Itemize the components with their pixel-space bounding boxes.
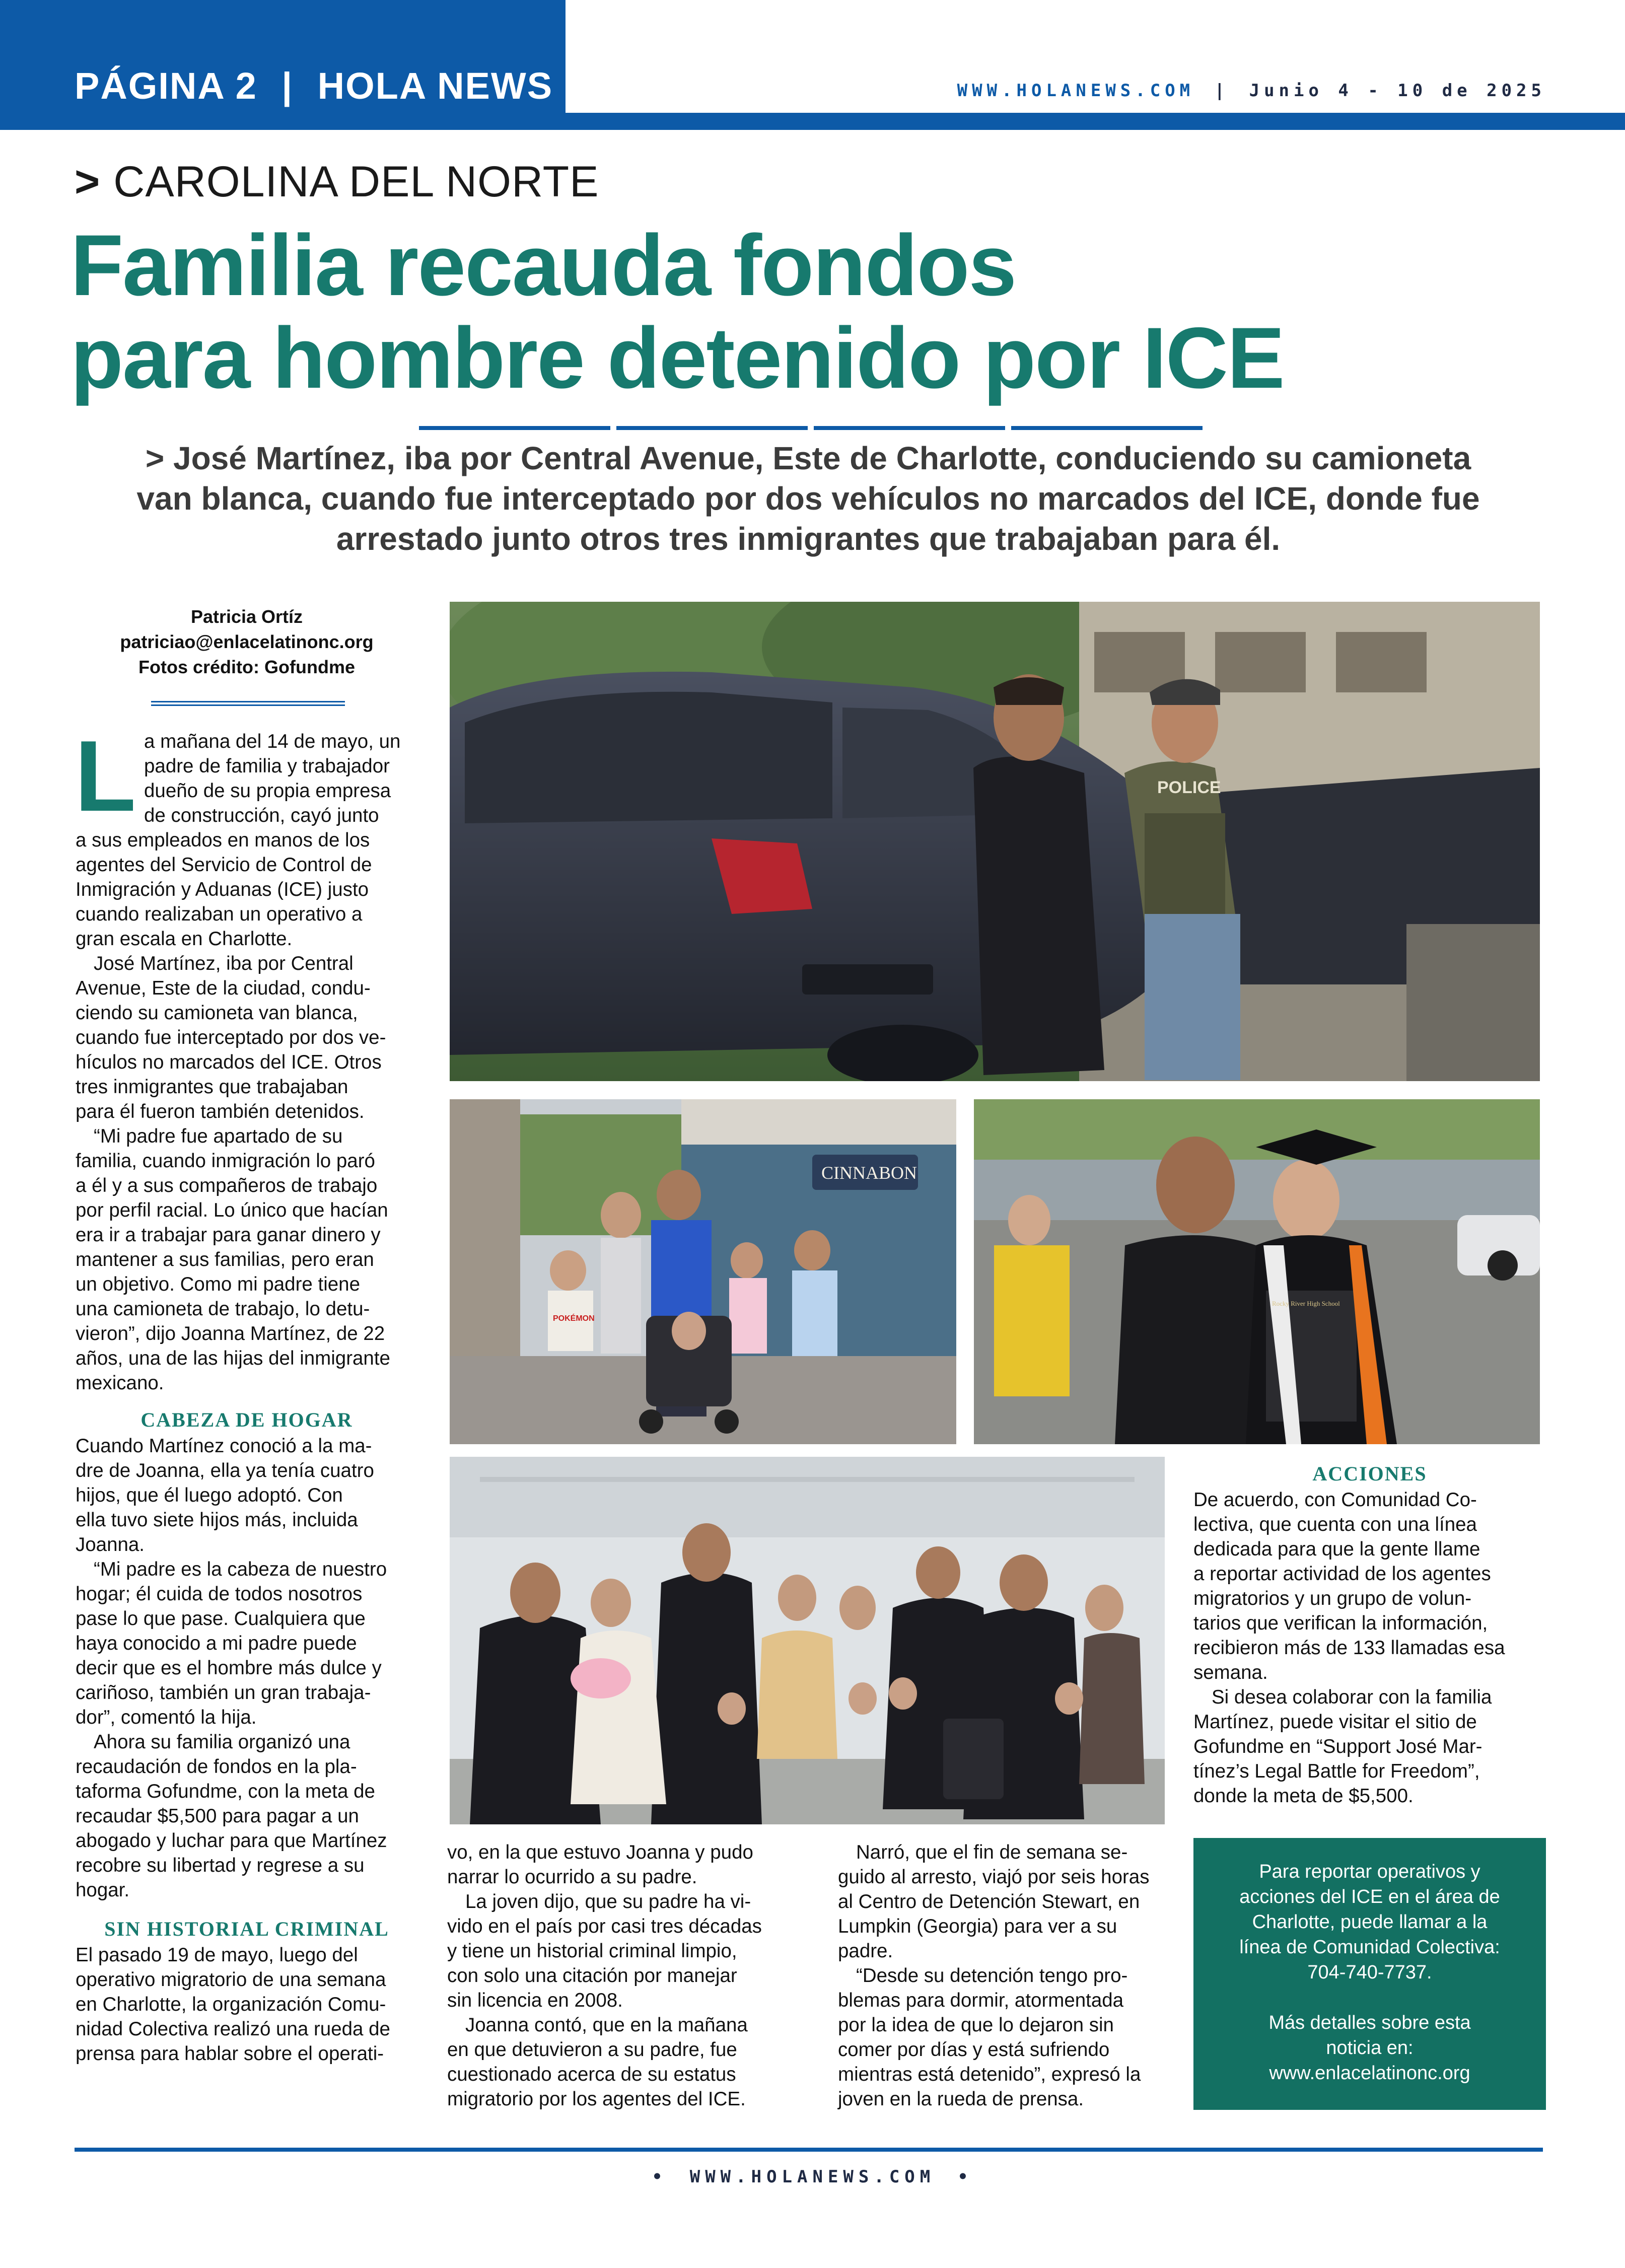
article-line: mientras está detenido”, expresó la [838, 2064, 1141, 2085]
large-family-photo [450, 1457, 1165, 1824]
article-line: vo, en la que estuvo Joanna y pudo [447, 1841, 753, 1863]
large-family-photo-image [450, 1457, 1165, 1824]
article-line: lectiva, que cuenta con una línea [1193, 1514, 1477, 1535]
article-line: abogado y luchar para que Martínez [76, 1830, 387, 1852]
article-line: era ir a trabajar para ganar dinero y [76, 1224, 381, 1246]
article-line: dor”, comentó la hija. [76, 1707, 257, 1728]
deck-line: arrestado junto otros tres inmigrantes que trabajaban para él. [336, 521, 1281, 557]
article-line: a él y a sus compañeros de trabajo [76, 1175, 378, 1196]
issue-date: Junio 4 - 10 de 2025 [1249, 81, 1546, 101]
article-line: en que detuvieron a su padre, fue [447, 2039, 737, 2061]
kicker-text: CAROLINA DEL NORTE [113, 158, 599, 206]
article-line: cuando realizaban un operativo a [76, 903, 363, 925]
article-line: padre. [838, 1940, 893, 1962]
article-line: Inmigración y Aduanas (ICE) justo [76, 879, 369, 900]
footer-bullet: • [957, 2167, 973, 2187]
page-number: PÁGINA 2 [75, 65, 257, 107]
article-line: vieron”, dijo Joanna Martínez, de 22 [76, 1323, 385, 1344]
article-line: De acuerdo, con Comunidad Co- [1193, 1489, 1477, 1511]
article-line: cuestionado acerca de su estatus [447, 2064, 736, 2085]
article-line: de construcción, cayó junto [144, 805, 379, 826]
header-bar [566, 113, 1625, 130]
info-box-line: acciones del ICE en el área de [1239, 1886, 1500, 1907]
arrest-photo-image [450, 602, 1540, 1081]
article-line: dedicada para que la gente llame [1193, 1538, 1480, 1560]
article-line: Avenue, Este de la ciudad, condu- [76, 977, 371, 999]
article-line: migratorios y un grupo de volun- [1193, 1588, 1472, 1609]
family-store-photo [450, 1099, 956, 1444]
article-line: a sus empleados en manos de los [76, 829, 370, 851]
article-column-2 [447, 1840, 795, 2111]
article-line: familia, cuando inmigración lo paró [76, 1150, 375, 1172]
info-box-spacer [1193, 1985, 1546, 2010]
photo-credit: Fotos crédito: Gofundme [138, 657, 355, 677]
article-line: una camioneta de trabajo, lo detu- [76, 1298, 370, 1320]
article-line: semana. [1193, 1662, 1268, 1683]
article-line: en Charlotte, la organización Comu- [76, 1994, 386, 2015]
article-line: Narró, que el fin de semana se- [856, 1841, 1128, 1863]
deck-line: van blanca, cuando fue interceptado por dos vehículos no marcados del ICE, donde fue [136, 480, 1480, 517]
article-line: pase lo que pase. Cualquiera que [76, 1608, 366, 1629]
section-heading: ACCIONES [1312, 1462, 1427, 1485]
article-line: Martínez, puede visitar el sitio de [1193, 1711, 1477, 1733]
info-box-line: 704-740-7737. [1307, 1962, 1432, 1983]
article-line: cariñoso, también un gran trabaja- [76, 1682, 371, 1704]
article-line: dueño de su propia empresa [144, 780, 391, 802]
arrest-photo [450, 602, 1540, 1081]
article-line: agentes del Servicio de Control de [76, 854, 372, 876]
article-line: recaudar $5,500 para pagar a un [76, 1805, 359, 1827]
headline-line-2: para hombre detenido por ICE [70, 310, 1284, 406]
author-name: Patricia Ortíz [190, 606, 303, 627]
footer-bullet: • [652, 2167, 668, 2187]
article-line: recobre su libertad y regrese a su [76, 1855, 365, 1876]
article-line: recaudación de fondos en la pla- [76, 1756, 357, 1778]
header-dateline [957, 81, 1546, 101]
family-store-photo-image [450, 1099, 956, 1444]
footer [0, 2167, 1625, 2187]
author-email-link[interactable]: patriciao@enlacelatinonc.org [120, 631, 374, 652]
article-line: al Centro de Detención Stewart, en [838, 1891, 1140, 1912]
info-box-line: Para reportar operativos y [1259, 1861, 1480, 1882]
more-details-text [1193, 2010, 1546, 2086]
footer-divider [75, 2148, 1543, 2152]
article-line: dre de Joanna, ella ya tenía cuatro [76, 1460, 374, 1481]
footer-website-link[interactable]: WWW.HOLANEWS.COM [689, 2167, 936, 2187]
article-line: padre de familia y trabajador [144, 755, 390, 777]
article-line: El pasado 19 de mayo, luego del [76, 1944, 358, 1966]
section-kicker [75, 157, 599, 207]
drop-cap: L [75, 720, 136, 832]
kicker-chevron-icon: > [75, 158, 101, 206]
header-website-link[interactable]: WWW.HOLANEWS.COM [957, 81, 1195, 101]
article-line: haya conocido a mi padre puede [76, 1633, 357, 1654]
publication-name: HOLA NEWS [317, 65, 553, 107]
article-line: a mañana del 14 de mayo, un [144, 731, 401, 752]
deck-line: > José Martínez, iba por Central Avenue, Este de Charlotte, conduciendo su camioneta [145, 440, 1471, 476]
article-line: hijos, que él luego adoptó. Con [76, 1484, 343, 1506]
article-line: gran escala en Charlotte. [76, 928, 293, 950]
article-line: “Desde su detención tengo pro- [856, 1965, 1128, 1987]
article-line: migratorio por los agentes del ICE. [447, 2088, 746, 2110]
article-line: Cuando Martínez conoció a la ma- [76, 1435, 372, 1457]
article-line: hículos no marcados del ICE. Otros [76, 1051, 382, 1073]
article-line: Ahora su familia organizó una [94, 1731, 350, 1753]
article-line: un objetivo. Como mi padre tiene [76, 1273, 360, 1295]
graduation-photo [974, 1099, 1540, 1444]
article-line: “Mi padre fue apartado de su [94, 1125, 343, 1147]
article-line: prensa para hablar sobre el operati- [76, 2043, 384, 2065]
article-line: hogar; él cuida de todos nosotros [76, 1583, 363, 1605]
article-line: “Mi padre es la cabeza de nuestro [94, 1558, 387, 1580]
title-divider-segment [419, 426, 610, 430]
article-line: hogar. [76, 1879, 130, 1901]
article-line: por la idea de que lo dejaron sin [838, 2014, 1114, 2036]
article-line: Lumpkin (Georgia) para ver a su [838, 1916, 1117, 1937]
article-line: años, una de las hijas del inmigrante [76, 1348, 390, 1369]
info-box-line: Charlotte, puede llamar a la [1252, 1911, 1488, 1933]
graduation-photo-image [974, 1099, 1540, 1444]
article-line: decir que es el hombre más dulce y [76, 1657, 382, 1679]
info-box-line: línea de Comunidad Colectiva: [1239, 1937, 1500, 1958]
article-line: cuando fue interceptado por dos ve- [76, 1027, 386, 1048]
article-line: Joanna contó, que en la mañana [465, 2014, 748, 2036]
article-line: con solo una citación por manejar [447, 1965, 737, 1987]
article-line: sin licencia en 2008. [447, 1990, 623, 2011]
article-line: taforma Gofundme, con la meta de [76, 1781, 375, 1802]
article-line: tarios que verifican la información, [1193, 1612, 1488, 1634]
article-line: mantener a sus familias, pero eran [76, 1249, 374, 1270]
dateline-separator: | [1214, 81, 1230, 101]
article-line: operativo migratorio de una semana [76, 1969, 386, 1991]
cinnabon-sign: CINNABON [821, 1163, 917, 1183]
police-vest-label: POLICE [1157, 778, 1221, 797]
article-column-4 [1193, 1460, 1546, 1808]
article-line: a reportar actividad de los agentes [1193, 1563, 1491, 1585]
title-divider-segment [1011, 426, 1203, 430]
title-divider-segment [814, 426, 1005, 430]
article-line: para él fueron también detenidos. [76, 1101, 365, 1122]
article-column-1 [75, 720, 418, 2066]
contact-info-text [1193, 1859, 1546, 1985]
header-separator: | [281, 65, 294, 107]
article-line: ella tuvo siete hijos más, incluida [76, 1509, 358, 1531]
article-deck [81, 438, 1536, 559]
info-box-line[interactable]: www.enlacelatinonc.org [1269, 2063, 1470, 2084]
article-line: recibieron más de 133 llamadas esa [1193, 1637, 1505, 1659]
title-divider-segment [616, 426, 808, 430]
article-line: Joanna. [76, 1534, 145, 1555]
article-line: tínez’s Legal Battle for Freedom”, [1193, 1760, 1480, 1782]
article-line: tres inmigrantes que trabajaban [76, 1076, 348, 1098]
article-line: La joven dijo, que su padre ha vi- [465, 1891, 751, 1912]
info-box-line: Más detalles sobre esta [1268, 2012, 1471, 2033]
article-line: blemas para dormir, atormentada [838, 1990, 1124, 2011]
diploma-text: Rocky River High School [1272, 1300, 1340, 1307]
article-line: joven en la rueda de prensa. [838, 2088, 1084, 2110]
article-line: guido al arresto, viajó por seis horas [838, 1866, 1150, 1888]
page-label [75, 64, 553, 107]
article-line: Si desea colaborar con la familia [1212, 1686, 1492, 1708]
article-line: y tiene un historial criminal limpio, [447, 1940, 737, 1962]
headline-line-1: Familia recauda fondos [70, 217, 1016, 314]
article-line: Gofundme en “Support José Mar- [1193, 1736, 1482, 1757]
byline [76, 604, 418, 680]
article-line: comer por días y está sufriendo [838, 2039, 1110, 2061]
shirt-text: POKÉMON [553, 1314, 595, 1323]
article-line: nidad Colectiva realizó una rueda de [76, 2018, 390, 2040]
title-divider [419, 426, 1203, 430]
article-line: mexicano. [76, 1372, 164, 1394]
byline-divider [151, 701, 345, 706]
article-line: donde la meta de $5,500. [1193, 1785, 1414, 1807]
article-line: ciendo su camioneta van blanca, [76, 1002, 358, 1024]
section-heading: CABEZA DE HOGAR [140, 1408, 353, 1431]
article-line: vido en el país por casi tres décadas [447, 1916, 762, 1937]
article-line: narrar lo ocurrido a su padre. [447, 1866, 697, 1888]
contact-info-box [1193, 1838, 1546, 2110]
info-box-line: noticia en: [1326, 2037, 1414, 2059]
section-heading: SIN HISTORIAL CRIMINAL [104, 1918, 389, 1940]
article-line: José Martínez, iba por Central [94, 953, 354, 974]
article-line: por perfil racial. Lo único que hacían [76, 1199, 388, 1221]
page-title [70, 219, 1561, 404]
article-column-3 [838, 1840, 1180, 2111]
